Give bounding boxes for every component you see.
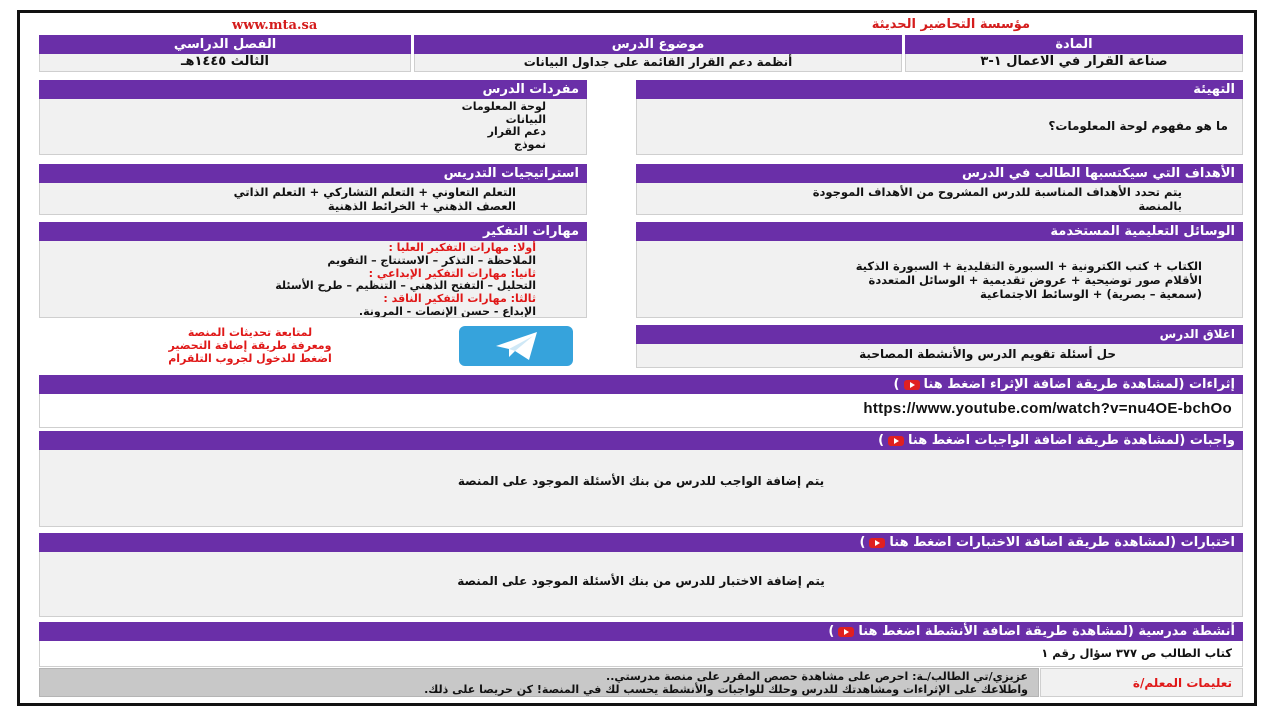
vocabulary-item: البيانات xyxy=(505,112,546,126)
homework-text: يتم إضافة الواجب للدرس من بنك الأسئلة الموجود على المنصة xyxy=(457,474,825,488)
vocabulary-item: نموذج xyxy=(514,137,546,151)
tests-link-close: ) xyxy=(859,535,866,550)
tests-text: يتم إضافة الاختبار للدرس من بنك الأسئلة الموجود على المنصة xyxy=(457,574,825,588)
closing-text: حل أسئلة تقويم الدرس والأنشطة المصاحبة xyxy=(636,344,1243,368)
strategies-line: التعلم التعاوني + التعلم التشاركي + التعلم الذاتي xyxy=(233,185,516,199)
enrichment-howto-link[interactable]: (لمشاهدة طريقة اضافة الإثراء اضغط هنا xyxy=(923,377,1185,392)
youtube-icon[interactable] xyxy=(888,436,904,446)
activities-title: أنشطة مدرسية xyxy=(1138,624,1235,639)
activities-body xyxy=(39,641,1243,667)
thinking-title: مهارات التفكير xyxy=(39,222,587,241)
closing-title: اغلاق الدرس xyxy=(636,325,1243,344)
homework-body xyxy=(39,450,1243,527)
vocabulary-item: دعم القرار xyxy=(487,125,546,138)
youtube-icon[interactable] xyxy=(904,380,920,390)
media-text xyxy=(636,241,1243,318)
telegram-icon[interactable] xyxy=(459,326,573,366)
homework-header xyxy=(39,431,1243,450)
telegram-line: ومعرفة طريقة إضافة التحضير xyxy=(168,339,332,352)
activities-link-close: ) xyxy=(828,624,835,639)
objectives-line: بالمنصة xyxy=(1138,199,1182,213)
youtube-icon[interactable] xyxy=(869,538,885,548)
activities-text: كتاب الطالب ص ٣٧٧ سؤال رقم ١ xyxy=(1041,646,1232,660)
tests-header xyxy=(39,533,1243,552)
youtube-icon[interactable] xyxy=(838,627,854,637)
teacher-notes-label: تعليمات المعلم/ة xyxy=(1040,668,1243,697)
enrichment-link-close: ) xyxy=(893,377,900,392)
enrichment-title: إثراءات xyxy=(1188,377,1235,392)
warmup-title: التهيئة xyxy=(636,80,1243,99)
telegram-line: لمتابعة تحديثات المنصة xyxy=(187,326,313,339)
thinking-text-1: الملاحظة – التذكر – الاستنتاج – التقويم xyxy=(327,253,536,267)
topic-label: موضوع الدرس xyxy=(414,35,902,54)
homework-link-close: ) xyxy=(878,433,885,448)
activities-howto-link[interactable]: (لمشاهدة طريقة اضافة الأنشطة اضغط هنا xyxy=(858,624,1134,639)
media-line: الكتاب + كتب الكترونية + السبورة التقليدية + السبورة الذكية xyxy=(855,259,1202,273)
tests-title: اختبارات xyxy=(1180,535,1235,550)
vocabulary-title: مفردات الدرس xyxy=(39,80,587,99)
objectives-title: الأهداف التي سيكتسبها الطالب في الدرس xyxy=(636,164,1243,183)
organization-name: مؤسسة التحاضير الحديثة xyxy=(871,17,1030,32)
strategies-text xyxy=(39,183,587,215)
thinking-text-3: الإبداع - حسن الإنصات - المرونة. xyxy=(358,304,536,318)
telegram-line: اضغط للدخول لجروب التلقرام xyxy=(168,352,332,365)
strategies-line: العصف الذهني + الخرائط الذهنية xyxy=(327,199,516,213)
activities-header xyxy=(39,622,1243,641)
website-url[interactable]: www.mta.sa xyxy=(232,18,318,33)
thinking-heading-3: ثالثا: مهارات التفكير الناقد : xyxy=(383,292,536,306)
objectives-text xyxy=(636,183,1243,215)
strategies-title: استراتيجيات التدريس xyxy=(39,164,587,183)
thinking-heading-1: أولا: مهارات التفكير العليا : xyxy=(388,241,536,254)
enrichment-url[interactable]: https://www.youtube.com/watch?v=nu4OE-bchOo xyxy=(863,400,1232,417)
homework-title: واجبات xyxy=(1189,433,1235,448)
semester-label: الفصل الدراسي xyxy=(39,35,411,54)
enrichment-body xyxy=(39,394,1243,428)
media-line: الأقلام صور توضيحية + عروض تقديمية + الوسائل المتعددة xyxy=(868,273,1202,287)
homework-howto-link[interactable]: (لمشاهدة طريقة اضافة الواجبات اضغط هنا xyxy=(908,433,1186,448)
thinking-text-2: التحليل – التفتح الذهني – التنظيم – طرح الأسئلة xyxy=(275,279,536,293)
objectives-line: يتم تحدد الأهداف المناسبة للدرس المشروح من الأهداف الموجودة xyxy=(812,185,1182,199)
telegram-promo-text[interactable] xyxy=(130,326,370,365)
enrichment-header xyxy=(39,375,1243,394)
teacher-notes-line: واطلاعك على الإثراءات ومشاهدتك للدرس وحلك للواجبات والأنشطة يحسب لك في المنصة! كن حريصا على ذلك. xyxy=(424,683,1028,696)
subject-label: المادة xyxy=(905,35,1243,54)
teacher-notes-line: عزيزي/تي الطالب/ـة: احرص على مشاهدة حصص المقرر على منصة مدرستي.. xyxy=(606,670,1028,683)
teacher-notes-text xyxy=(39,668,1039,697)
vocabulary-item: لوحة المعلومات xyxy=(461,100,546,113)
tests-body xyxy=(39,552,1243,617)
media-line: (سمعية – بصرية) + الوسائط الاجتماعية xyxy=(980,287,1202,301)
topic-value: أنظمة دعم القرار القائمة على جداول البيانات xyxy=(414,54,902,72)
media-title: الوسائل التعليمية المستخدمة xyxy=(636,222,1243,241)
vocabulary-list xyxy=(39,99,587,155)
subject-value: صناعة القرار في الاعمال ١-٣ xyxy=(905,54,1243,72)
semester-value: الثالث ١٤٤٥هـ xyxy=(39,54,411,72)
thinking-heading-2: ثانيا: مهارات التفكير الإبداعي : xyxy=(368,266,536,280)
tests-howto-link[interactable]: (لمشاهدة طريقة اضافة الاختبارات اضغط هنا xyxy=(889,535,1177,550)
warmup-text: ما هو مفهوم لوحة المعلومات؟ xyxy=(636,99,1243,155)
thinking-text xyxy=(39,241,587,318)
